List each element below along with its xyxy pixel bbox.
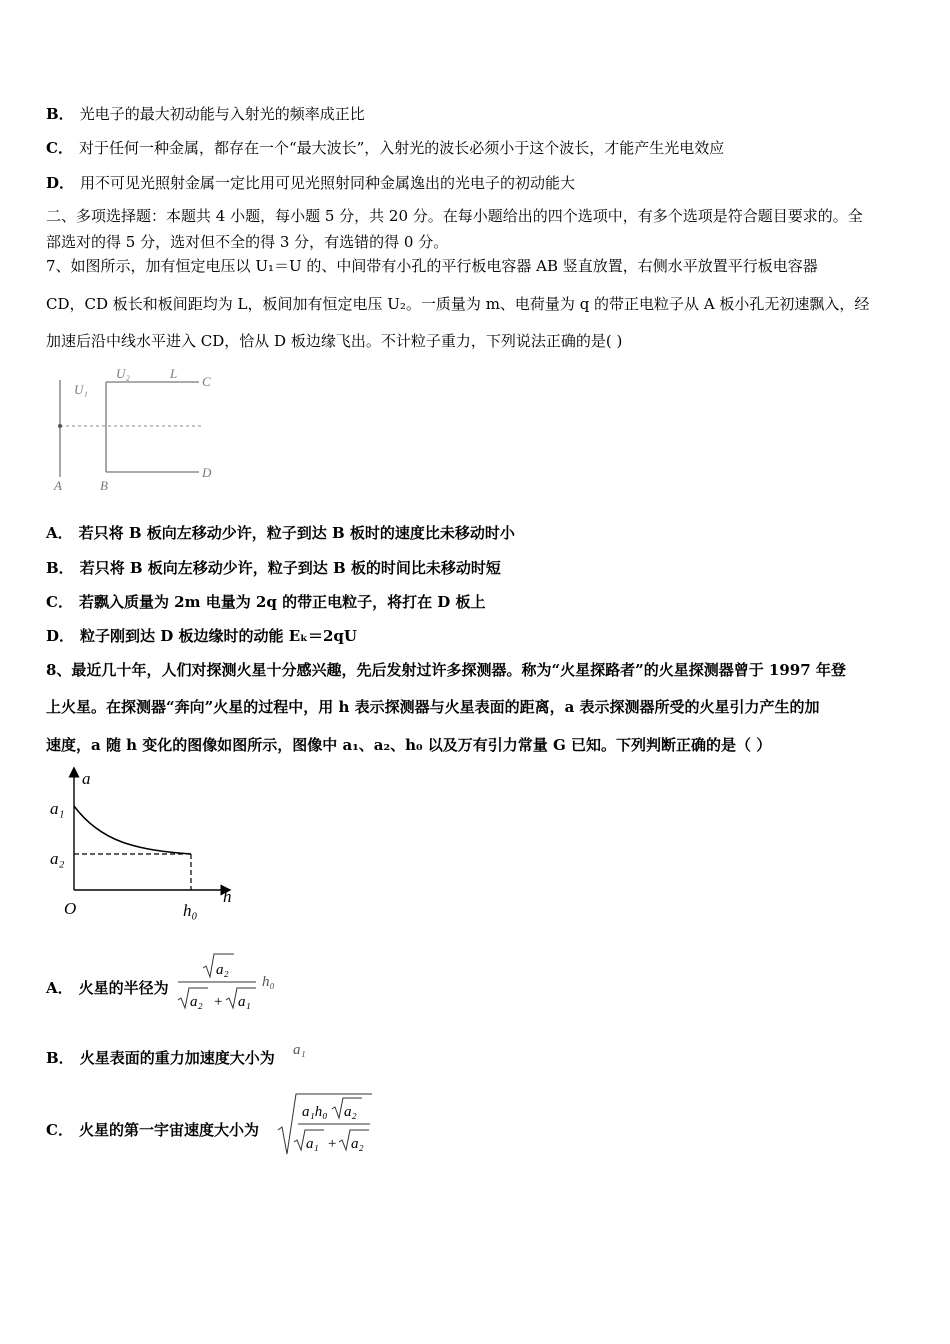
- label-u2: U₂: [116, 366, 130, 381]
- svg-text:h₀: h₀: [262, 974, 275, 990]
- svg-text:a₁: a₁: [238, 994, 251, 1010]
- q7-stem-line3: 加速后沿中线水平进入 CD，恰从 D 板边缘飞出。不计粒子重力，下列说法正确的是( ): [46, 332, 623, 350]
- section2-line1: 二、多项选择题：本题共 4 小题，每小题 5 分，共 20 分。在每小题给出的四个选项中，有多个选项是符合题目要求的。全: [46, 207, 863, 225]
- y-axis-label: a: [82, 769, 91, 788]
- svg-text:a₁: a₁: [306, 1136, 319, 1152]
- svg-text:a₂: a₂: [216, 962, 229, 978]
- q8-option-c: C． 火星的第一宇宙速度大小为: [46, 1121, 259, 1139]
- acceleration-height-graph: [46, 762, 246, 922]
- q7-stem-line1: 7、如图所示，加有恒定电压以 U₁＝U 的、中间带有小孔的平行板电容器 AB 竖直放置，右侧水平放置平行板电容器: [46, 257, 818, 275]
- formula-gravity: [290, 1036, 320, 1062]
- q8-option-a: A． 火星的半径为: [46, 979, 169, 997]
- origin-label: O: [64, 899, 77, 918]
- option-c-q6: C． 对于任何一种金属，都存在一个“最大波长”，入射光的波长必须小于这个波长，才能产生光电效应: [46, 139, 725, 157]
- svg-text:a₂: a₂: [351, 1136, 364, 1152]
- label-b: B: [100, 478, 108, 493]
- label-a: A: [54, 478, 62, 493]
- h0-label: h₀: [183, 901, 198, 920]
- option-b-q6: B． 光电子的最大初动能与入射光的频率成正比: [46, 105, 365, 123]
- a1-label: a₁: [50, 799, 65, 818]
- a2-label: a₂: [50, 849, 65, 868]
- q7-option-d: D． 粒子刚到达 D 板边缘时的动能 Eₖ＝2qU: [46, 627, 357, 645]
- q8-option-b: B． 火星表面的重力加速度大小为: [46, 1049, 275, 1067]
- q7-option-a: A． 若只将 B 板向左移动少许，粒子到达 B 板时的速度比未移动时小: [46, 524, 515, 542]
- formula-radius: [176, 950, 286, 1016]
- q8-stem-line1: 8、最近几十年，人们对探测火星十分感兴趣，先后发射过许多探测器。称为“火星探路者”的火星探测器曾于 1997 年登: [46, 661, 846, 679]
- capacitor-diagram: [44, 362, 224, 497]
- q7-option-c: C． 若飘入质量为 2m 电量为 2q 的带正电粒子，将打在 D 板上: [46, 593, 486, 611]
- formula-first-cosmic-velocity: [276, 1092, 376, 1158]
- svg-text:a₁h₀: a₁h₀: [302, 1104, 328, 1120]
- q7-option-b: B． 若只将 B 板向左移动少许，粒子到达 B 板的时间比未移动时短: [46, 559, 501, 577]
- q8-stem-line2: 上火星。在探测器“奔向”火星的过程中，用 h 表示探测器与火星表面的距离，a 表示探测器所受的火星引力产生的加: [46, 698, 820, 716]
- label-l: L: [170, 366, 178, 381]
- svg-text:a₁: a₁: [293, 1042, 306, 1058]
- x-axis-label: h: [223, 887, 232, 906]
- svg-text:+: +: [328, 1136, 337, 1152]
- label-c: C: [202, 374, 211, 389]
- label-d: D: [202, 465, 212, 480]
- svg-text:a₂: a₂: [344, 1104, 357, 1120]
- label-u1: U₁: [74, 382, 88, 397]
- svg-text:+: +: [214, 994, 223, 1010]
- section2-line2: 部选对的得 5 分，选对但不全的得 3 分，有选错的得 0 分。: [46, 233, 449, 251]
- svg-text:a₂: a₂: [190, 994, 203, 1010]
- option-d-q6: D． 用不可见光照射金属一定比用可见光照射同种金属逸出的光电子的初动能大: [46, 174, 576, 192]
- q7-stem-line2: CD，CD 板长和板间距均为 L，板间加有恒定电压 U₂。一质量为 m、电荷量为 q 的带正电粒子从 A 板小孔无初速飘入，经: [46, 295, 870, 313]
- q8-stem-line3: 速度，a 随 h 变化的图像如图所示，图像中 a₁、a₂、h₀ 以及万有引力常量 G 已知。下列判断正确的是（ ）: [46, 736, 772, 754]
